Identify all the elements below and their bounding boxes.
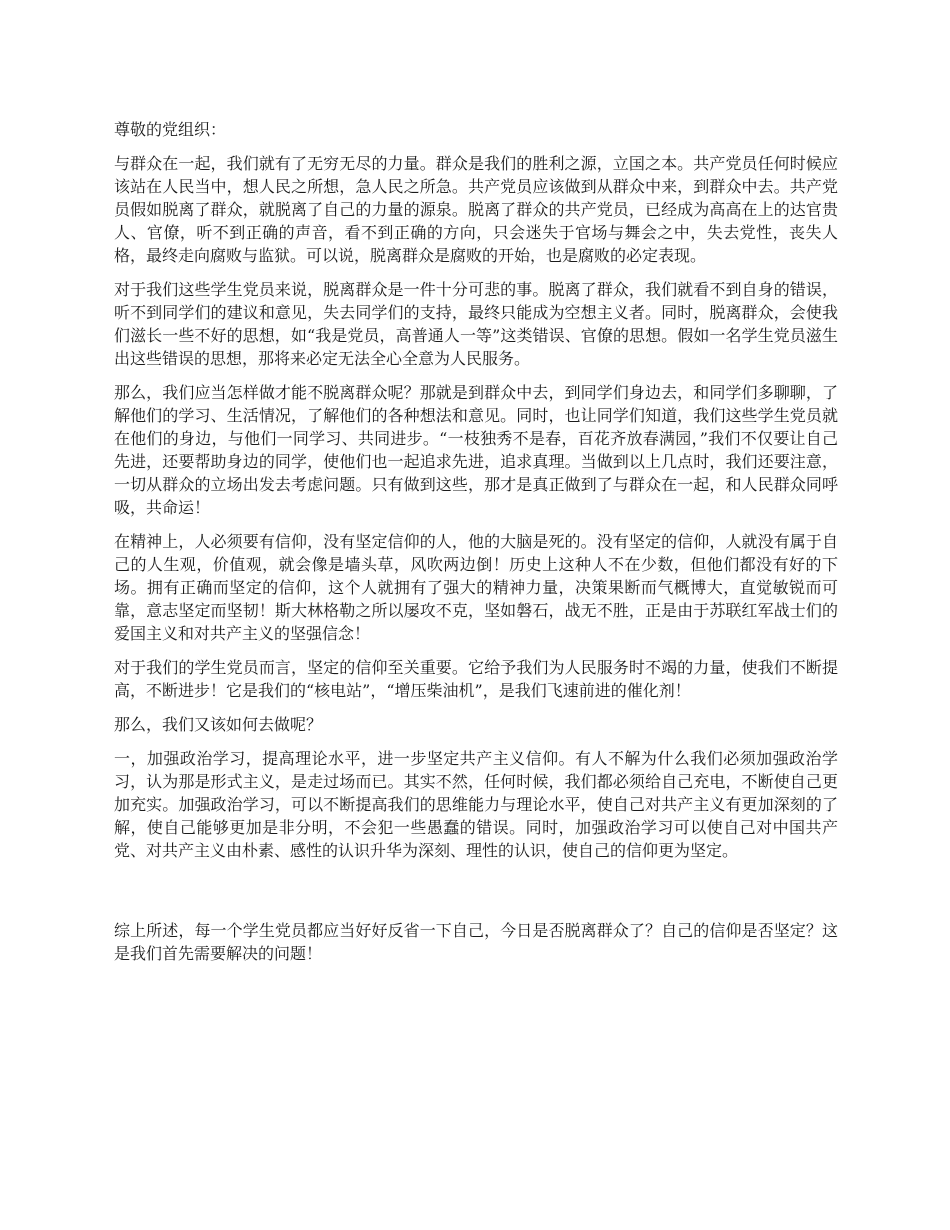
- paragraph-6: 那么，我们又该如何去做呢？: [114, 715, 323, 734]
- salutation: 尊敬的党组织：: [114, 120, 227, 139]
- paragraph-1: 与群众在一起，我们就有了无穷无尽的力量。群众是我们的胜利之源，立国之本。共产党员任何时候应该站在人民当中，想人民之所想，急人民之所急。共产党员应该做到从群众中来，到群众中去。共产党员假如脱离了群众，就脱离了自己的力量的源泉。脱离了群众的共产党员，已经成为高高在上的达官贵人、官僚，听不到正确的声音，看不到正确的方向，只会迷失于官场与舞会之中，失去党性，丧失人格，最终走向腐败与监狱。可以说，脱离群众是腐败的开始，也是腐败的必定表现。: [114, 154, 838, 265]
- paragraph-3: 那么，我们应当怎样做才能不脱离群众呢？那就是到群众中去，到同学们身边去，和同学们多聊聊，了解他们的学习、生活情况，了解他们的各种想法和意见。同时，也让同学们知道，我们这些学生党员就在他们的身边，与他们一同学习、共同进步。“一枝独秀不是春，百花齐放春满园，”我们不仅要让自己先进，还要帮助身边的同学，使他们也一起追求先进，追求真理。当做到以上几点时，我们还要注意，一切从群众的立场出发去考虑问题。只有做到这些，那才是真正做到了与群众在一起，和人民群众同呼吸，共命运！: [114, 383, 838, 517]
- paragraph-7: 一，加强政治学习，提高理论水平，进一步坚定共产主义信仰。有人不解为什么我们必须加强政治学习，认为那是形式主义，是走过场而已。其实不然，任何时候，我们都必须给自己充电，不断使自己更加充实。加强政治学习，可以不断提高我们的思维能力与理论水平，使自己对共产主义有更加深刻的了解，使自己能够更加是非分明，不会犯一些愚蠢的错误。同时，加强政治学习可以使自己对中国共产党、对共产主义由朴素、感性的认识升华为深刻、理性的认识，使自己的信仰更为坚定。: [114, 749, 838, 860]
- blank-spacer: [114, 873, 838, 919]
- paragraph-conclusion: 综上所述，每一个学生党员都应当好好反省一下自己，今日是否脱离群众了？自己的信仰是否坚定？这是我们首先需要解决的问题！: [114, 921, 838, 963]
- paragraph-4: 在精神上，人必须要有信仰，没有坚定信仰的人，他的大脑是死的。没有坚定的信仰，人就没有属于自己的人生观，价值观，就会像是墙头草，风吹两边倒！历史上这种人不在少数，但他们都没有好的下场。拥有正确而坚定的信仰，这个人就拥有了强大的精神力量，决策果断而气概博大，直觉敏锐而可靠，意志坚定而坚韧！斯大林格勒之所以屡攻不克，坚如磐石，战无不胜，正是由于苏联红军战士们的爱国主义和对共产主义的坚强信念！: [114, 532, 838, 643]
- paragraph-5: 对于我们的学生党员而言，坚定的信仰至关重要。它给予我们为人民服务时不竭的力量，使我们不断提高，不断进步！它是我们的“核电站”，“增压柴油机”，是我们飞速前进的催化剂！: [114, 658, 838, 700]
- paragraph-2: 对于我们这些学生党员来说，脱离群众是一件十分可悲的事。脱离了群众，我们就看不到自身的错误，听不到同学们的建议和意见，失去同学们的支持，最终只能成为空想主义者。同时，脱离群众，会使我们滋长一些不好的思想，如“我是党员，高普通人一等”这类错误、官僚的思想。假如一名学生党员滋生出这些错误的思想，那将来必定无法全心全意为人民服务。: [114, 280, 838, 368]
- document-page: [114, 118, 838, 976]
